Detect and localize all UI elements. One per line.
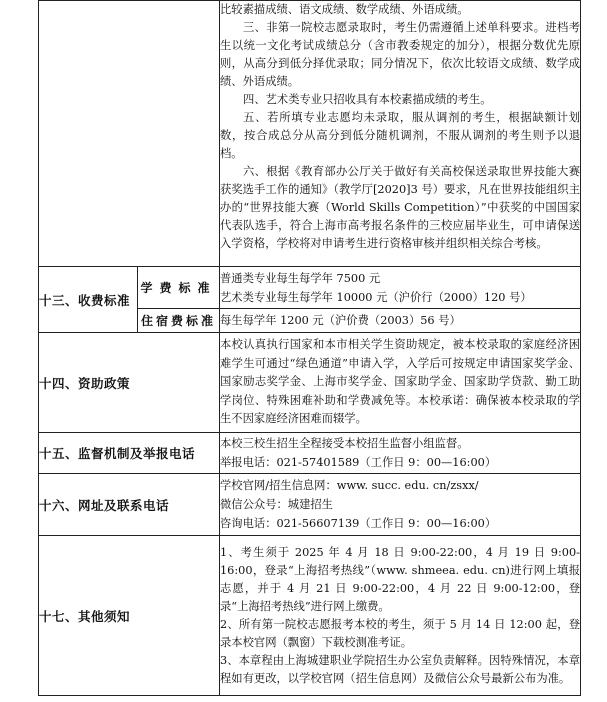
website-line: 学校官网/招生信息网：www. succ. edu. cn/zsxx/ (220, 479, 479, 492)
notes-content (220, 536, 581, 696)
supervision-line-2: 举报电话：021-57401589（工作日 9：00—16:00） (220, 456, 497, 469)
contact-content (220, 474, 581, 536)
lodging-line: 每生每学年 1200 元（沪价费（2003）56 号） (220, 314, 461, 327)
admission-rule-4: 四、艺术类专业只招收具有本校素描成绩的考生。 (243, 93, 492, 106)
aid-content (220, 333, 581, 433)
supervision-content (220, 433, 581, 474)
tuition-line-1: 普通类专业每生每学年 7500 元 (220, 271, 381, 285)
supervision-row (39, 433, 581, 474)
admission-rule-5: 五、若所填专业志愿均未录取，服从调剂的考生，根据缺额计划数，按合成总分从高分到低分随机调剂，不服从调剂的考生则予以退档。 (220, 111, 580, 160)
supervision-header: 十五、监督机制及举报电话 (39, 433, 220, 474)
tuition-content (220, 267, 581, 309)
note-item-3: 3、本章程由上海城建职业学院招生办公室负责解释。因特殊情况，本章程如有更改，以学校官网（招生信息网）及微信公众号最新公布为准。 (220, 653, 580, 685)
lodging-label: 住宿费标准 (138, 309, 220, 333)
fees-header: 十三、收费标准 (39, 267, 138, 333)
tuition-line-2: 艺术类专业每生每学年 10000 元（沪价行（2000）120 号） (220, 290, 532, 304)
tuition-label: 学费标准 (138, 267, 220, 309)
contact-row (39, 474, 581, 536)
phone-line: 咨询电话：021-56607139（工作日 9：00—16:00） (220, 517, 497, 530)
admission-rules-row (39, 1, 581, 267)
admission-rule-3: 三、非第一院校志愿录取时，考生仍需遵循上述单科要求。进档考生以统一文化考试成绩总分（含市教委规定的加分），根据分数优先原则，从高分到低分择优录取；同分情况下，依次比较语文成绩、数学成绩、外语成绩。 (220, 21, 580, 88)
admission-table (38, 0, 581, 696)
admission-rule-6: 六、根据《教育部办公厅关于做好有关高校保送录取世界技能大赛获奖选手工作的通知》（教学厅[2020]3 号）要求，凡在世界技能组织主办的“世界技能大赛（World Skills Competition）”中获奖的中国国家代表队选手，符合上海市高考报名条件的三校应届毕业生，可申请保送入学资格，学校将对申请考生进行资格审核并组织相关综合考核。 (220, 165, 580, 250)
aid-text: 本校认真执行国家和本市相关学生资助规定，被本校录取的家庭经济困难学生可通过“绿色通道”申请入学，入学后可按规定申请国家奖学金、国家励志奖学金、上海市奖学金、国家助学金、国家助学贷款、勤工助学岗位、特殊困难补助和学费减免等。本校承诺：确保被本校录取的学生不因家庭经济困难而辍学。 (220, 338, 580, 426)
aid-row (39, 333, 581, 433)
aid-header: 十四、资助政策 (39, 333, 220, 433)
notes-header: 十七、其他须知 (39, 536, 220, 696)
notes-row (39, 536, 581, 696)
fees-row-tuition (39, 267, 581, 309)
wechat-line: 微信公众号：城建招生 (220, 498, 333, 511)
supervision-line-1: 本校三校生招生全程接受本校招生监督小组监督。 (220, 437, 469, 450)
admission-continuation: 比较素描成绩、语文成绩、数学成绩、外语成绩。 (220, 3, 469, 16)
note-item-2: 2、所有第一院校志愿报考本校的考生，须于 5 月 14 日 12:00 起，登录本校官网（飘窗）下载校测准考证。 (220, 617, 580, 649)
admission-rules-header-cell (39, 1, 220, 267)
admission-rules-content (220, 1, 581, 267)
contact-header: 十六、网址及联系电话 (39, 474, 220, 536)
lodging-content (220, 309, 581, 333)
note-item-1: 1、考生须于 2025 年 4 月 18 日 9:00-22:00，4 月 19 日 9:00-16:00，登录“上海招考热线”（www. shmeea. edu. cn)进行网上填报志愿，并于 4 月 21 日 9:00-22:00，4 月 22 日 9:00-12:00，登录“上海招考热线”进行网上缴费。 (220, 545, 580, 613)
